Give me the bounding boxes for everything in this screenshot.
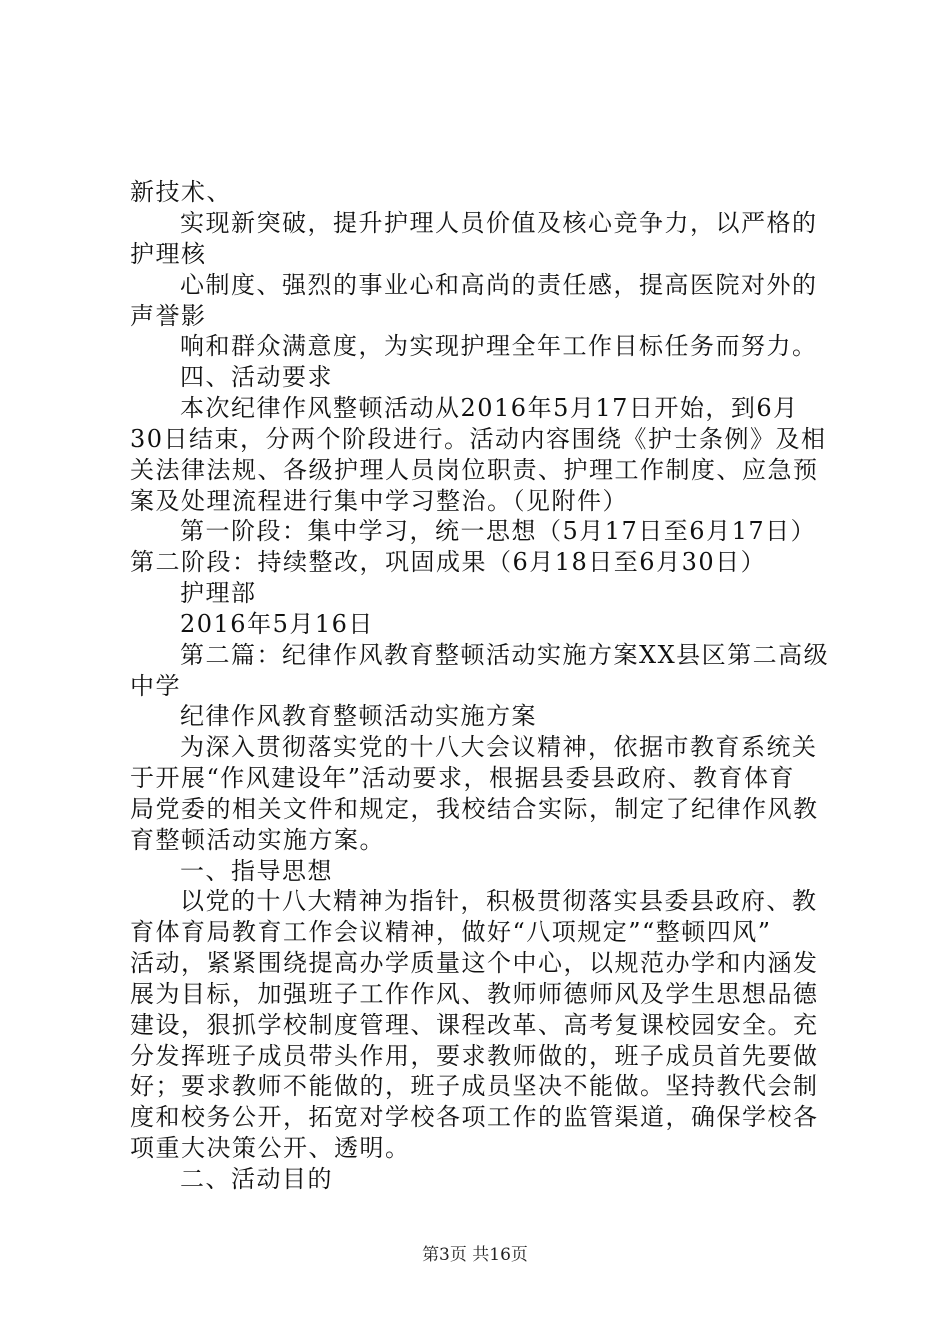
- text-line: 项重大决策公开、透明。: [130, 1134, 411, 1162]
- text-line: 为深入贯彻落实党的十八大会议精神，依据市教育系统关: [180, 733, 818, 761]
- text-line: 于开展“作风建设年”活动要求，根据县委县政府、教育体育: [130, 764, 796, 792]
- text-line: 心制度、强烈的事业心和高尚的责任感，提高医院对外的: [180, 271, 818, 299]
- text-line: 声誉影: [130, 302, 207, 330]
- section-heading: 一、指导思想: [180, 857, 333, 885]
- text-line: 建设，狠抓学校制度管理、课程改革、高考复课校园安全。充: [130, 1011, 819, 1039]
- signature-date: 2016年5月16日: [180, 610, 374, 638]
- text-line: 新技术、: [130, 178, 232, 206]
- text-line: 实现新突破，提升护理人员价值及核心竞争力，以严格的: [180, 209, 818, 237]
- text-line: 护理核: [130, 240, 207, 268]
- text-line: 30日结束，分两个阶段进行。活动内容围绕《护士条例》及相: [130, 425, 827, 453]
- text-line: 育体育局教育工作会议精神，做好“八项规定”“整顿四风”: [130, 918, 772, 946]
- text-line: 活动，紧紧围绕提高办学质量这个中心，以规范办学和内涵发: [130, 949, 819, 977]
- text-line: 关法律法规、各级护理人员岗位职责、护理工作制度、应急预: [130, 456, 819, 484]
- article-subtitle: 纪律作风教育整顿活动实施方案: [180, 702, 537, 730]
- text-line: 育整顿活动实施方案。: [130, 826, 385, 854]
- text-line: 分发挥班子成员带头作用，要求教师做的，班子成员首先要做: [130, 1042, 819, 1070]
- section-heading: 二、活动目的: [180, 1165, 333, 1193]
- text-line: 好；要求教师不能做的，班子成员坚决不能做。坚持教代会制: [130, 1072, 819, 1100]
- text-line: 本次纪律作风整顿活动从2016年5月17日开始，到6月: [180, 394, 799, 422]
- text-line: 第一阶段：集中学习，统一思想（5月17日至6月17日）: [180, 517, 817, 545]
- section-heading: 四、活动要求: [180, 363, 333, 391]
- text-line: 展为目标，加强班子工作作风、教师师德师风及学生思想品德: [130, 980, 819, 1008]
- text-line: 响和群众满意度，为实现护理全年工作目标任务而努力。: [180, 332, 818, 360]
- signature-department: 护理部: [180, 579, 257, 607]
- text-line: 以党的十八大精神为指针，积极贯彻落实县委县政府、教: [180, 887, 818, 915]
- article-title-continued: 中学: [130, 672, 181, 700]
- page-number-footer: 第3页 共16页: [422, 1245, 528, 1265]
- text-line: 度和校务公开，拓宽对学校各项工作的监管渠道，确保学校各: [130, 1103, 819, 1131]
- text-line: 局党委的相关文件和规定，我校结合实际，制定了纪律作风教: [130, 795, 819, 823]
- text-line: 第二阶段：持续整改，巩固成果（6月18日至6月30日）: [130, 548, 767, 576]
- article-title: 第二篇：纪律作风教育整顿活动实施方案XX县区第二高级: [180, 641, 830, 669]
- text-line: 案及处理流程进行集中学习整治。（见附件）: [130, 487, 628, 515]
